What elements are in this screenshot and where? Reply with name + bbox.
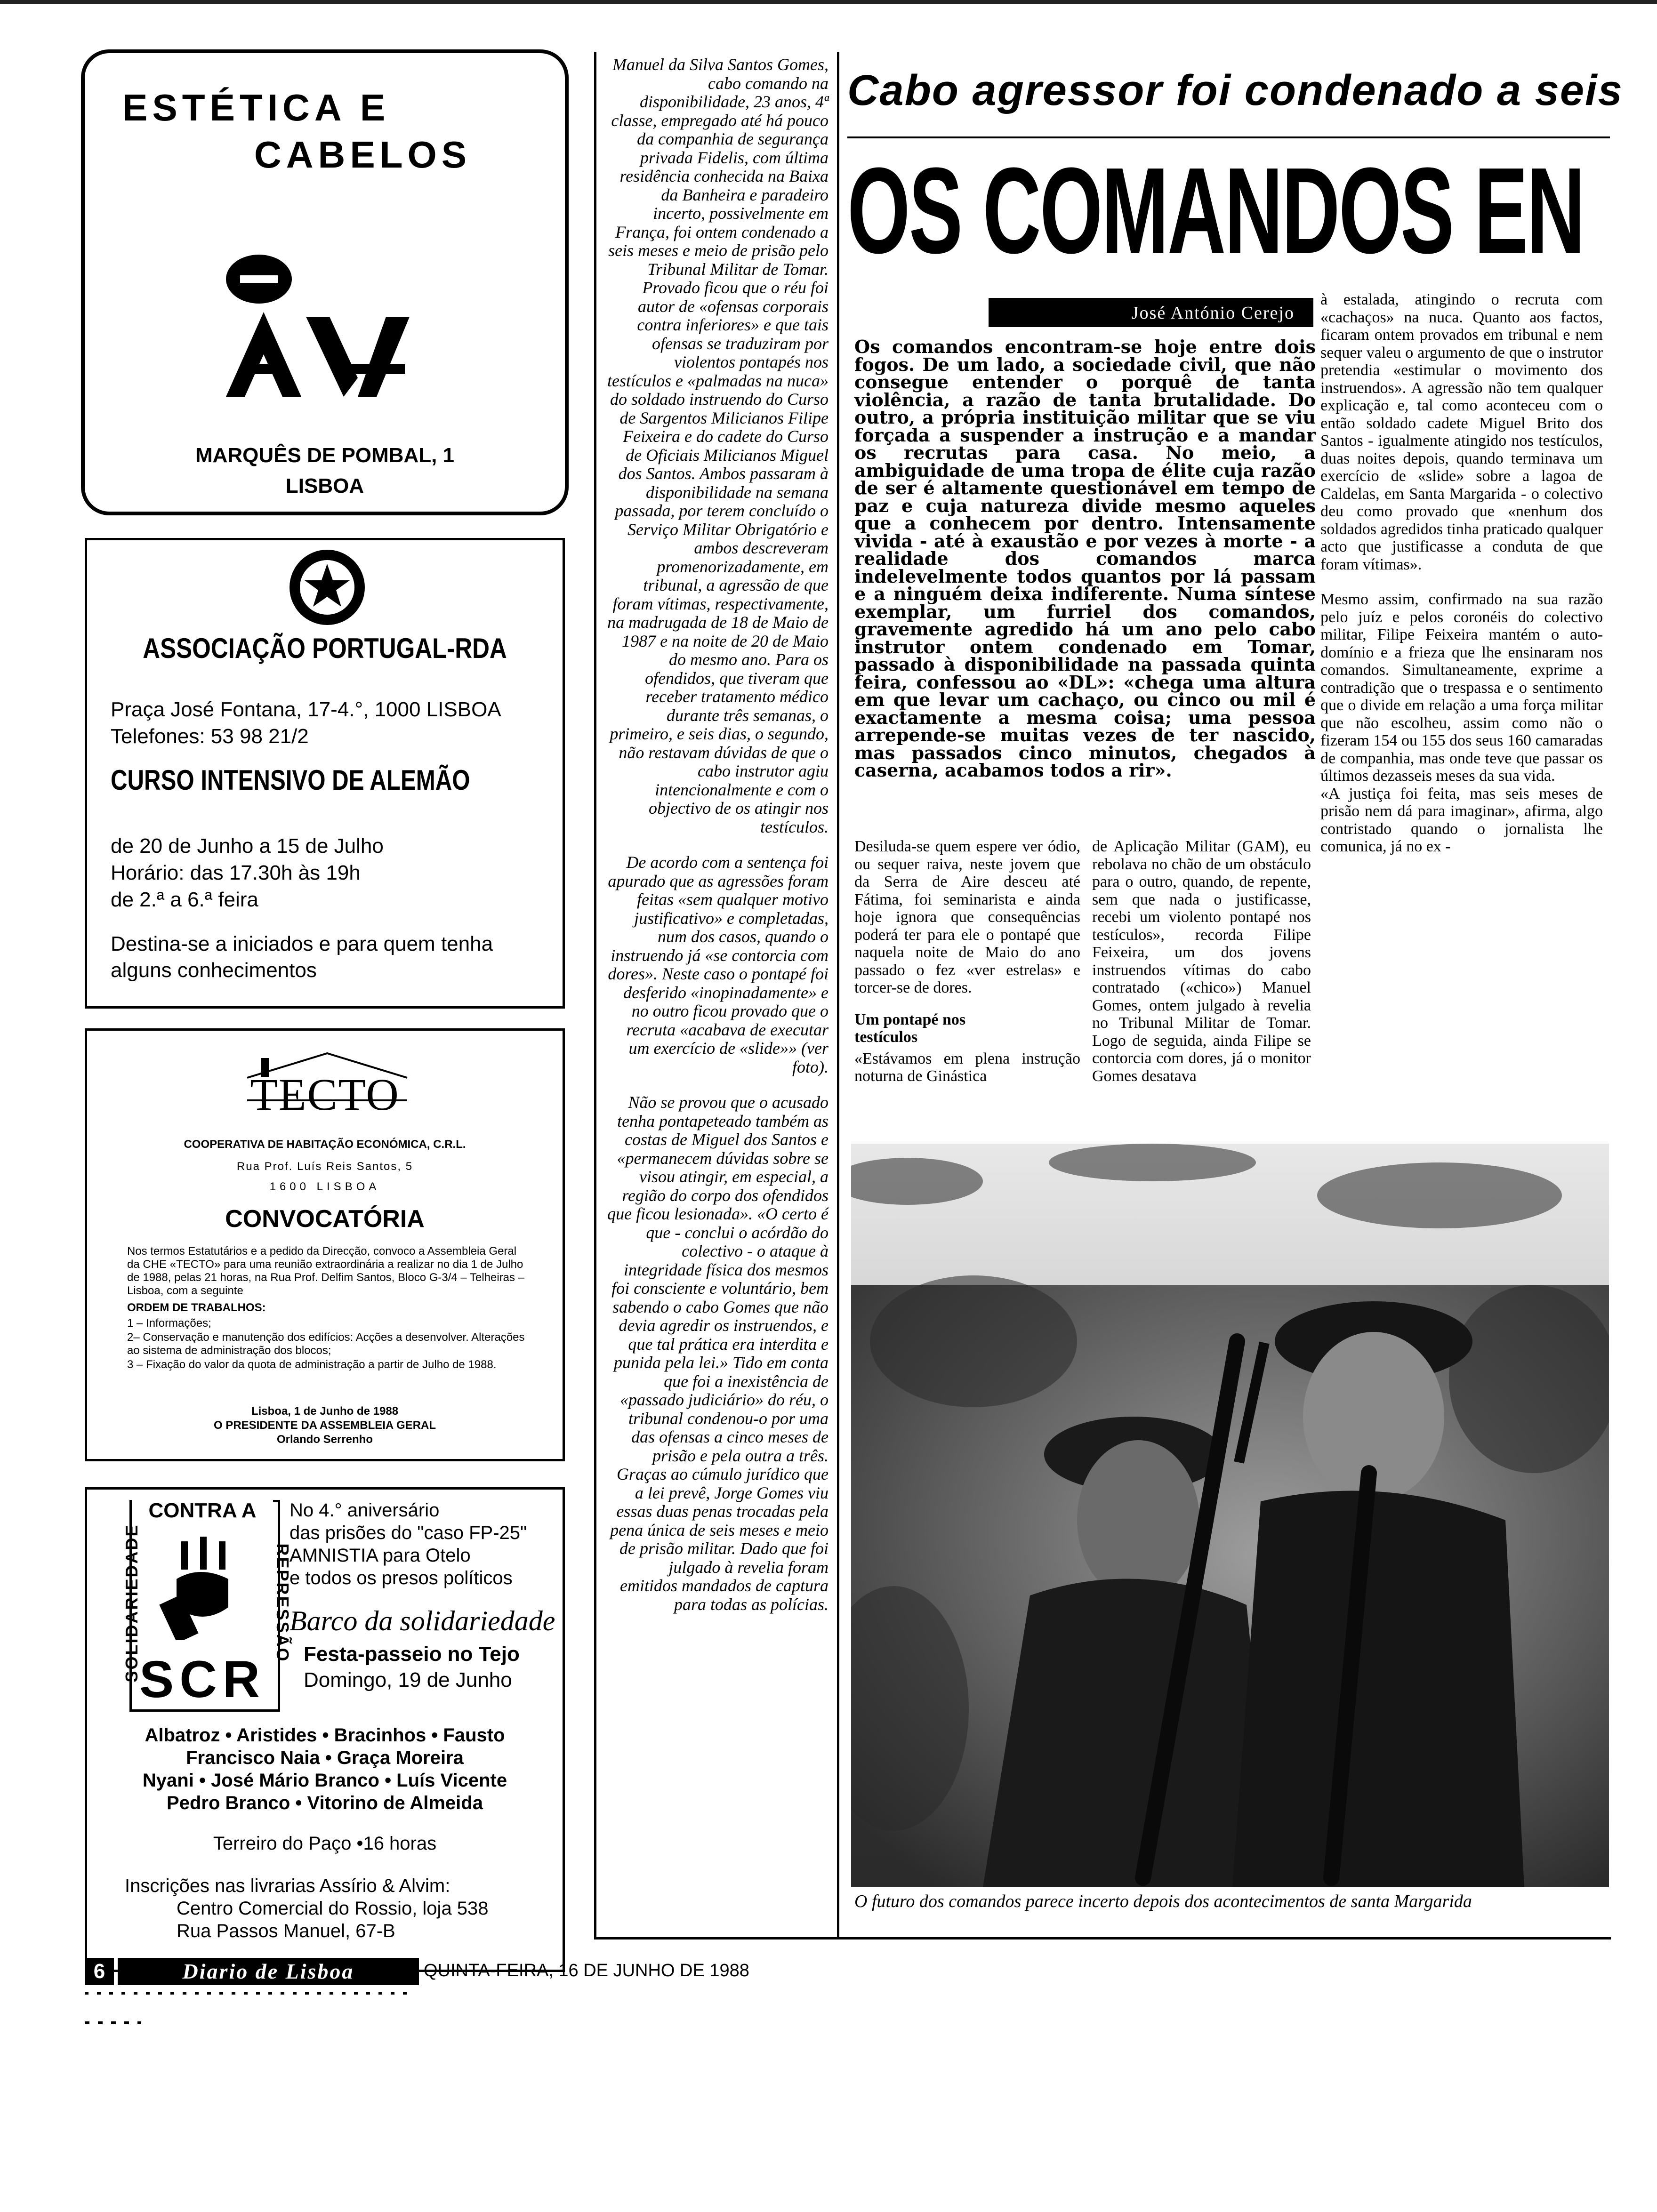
scr-frame-top: CONTRA A <box>132 1499 273 1523</box>
footer-page-number: 6 <box>93 1960 105 1983</box>
col-b-paragraph: de Aplicação Militar (GAM), eu rebolava no chão de um obstáculo para o outro, quando, de repente, sem que nada o justificasse, recebi um violento pontapé nos testículos», recorda Filipe Feixeira, um dos jovens instruendos vítimas do cabo contratado («chico») Manuel Gomes, ontem julgado à revelia no Tribunal Militar de Tomar. Logo de seguida, ainda Filipe se contorcia com dores, já o monitor Gomes desatava <box>1092 838 1311 1085</box>
scr-anniv3: AMNISTIA para Otelo <box>290 1545 471 1566</box>
scr-date: Domingo, 19 de Junho <box>304 1668 512 1691</box>
tecto-agenda-1: 1 – Informações; <box>127 1317 211 1330</box>
top-rule <box>0 0 1657 4</box>
scr-festa: Festa-passeio no Tejo <box>304 1643 520 1666</box>
scr-logo: SCR <box>139 1651 266 1708</box>
associacao-dates: de 20 de Junho a 15 de Julho <box>111 834 384 858</box>
footer-paper-box <box>118 1958 419 1985</box>
associacao-audience: Destina-se a iniciados e para quem tenha alguns conhecimentos <box>111 932 493 982</box>
tecto-street: Rua Prof. Luís Reis Santos, 5 <box>236 1160 413 1173</box>
scr-anniv1: No 4.° aniversário <box>290 1500 440 1521</box>
sidebar-paragraph-3: Não se provou que o acusado tenha pontapeteado também as costas de Miguel dos Santos e «permanecem dúvidas sobre se visou atingir, em especial, a região do corpo dos ofendidos que ficou lesionada». «O certo é que - conclui o acórdão do colectivo - o ataque à integridade física dos mesmos foi consciente e voluntário, bem sabendo o cabo Gomes que não devia agredir os instruendos, e que tal prática era interdita e punida pela lei.» Tido em conta que foi a inexistência de «passado judiciário» do réu, o tribunal condenou-o por uma das ofensas a cinco meses de prisão e pela outra a três. Graças ao cúmulo jurídico que a lei prevê, Jorge Gomes viu essas duas penas trocadas pela pena única de seis meses e meio de prisão militar. Dado que foi julgado à revelia foram emitidos mandados de captura para todas as polícias. <box>607 1093 828 1614</box>
article-column-b <box>1092 838 1311 1085</box>
tecto-agenda-2: 2– Conservação e manutenção dos edifícios: Acções a desenvolver. Alterações ao sistema de administração dos blocos; <box>127 1331 525 1357</box>
article-byline: José António Cerejo <box>1131 303 1295 323</box>
associacao-title: ASSOCIAÇÃO PORTUGAL-RDA <box>143 633 507 664</box>
ad-estetica <box>81 49 569 515</box>
sidebar-paragraph-1: Manuel da Silva Santos Gomes, cabo comando na disponibilidade, 23 anos, 4ª classe, empregado até há pouco da companhia de segurança privada Fidelis, com última residência conhecida na Baixa da Banheira e paradeiro incerto, possivelmente em França, foi ontem condenado a seis meses e meio de prisão pelo Tribunal Militar de Tomar. Provado ficou que o réu foi autor de «ofensas corporais contra inferiores» e que tais ofensas se traduziram por violentos pontapés nos testículos e «palmadas na nuca» do soldado instruendo do Curso de Sargentos Milicianos Filipe Feixeira e do cadete do Curso de Oficiais Milicianos Miguel dos Santos. Ambos passaram à disponibilidade na semana passada, por terem concluído o Serviço Militar Obrigatório e ambos descreveram promenorizadamente, em tribunal, a agressão de que foram vítimas, respectivamente, na madrugada de 18 de Maio de 1987 e na noite de 20 de Maio do mesmo ano. Para os ofendidos, que tiveram que receber tratamento médico durante três semanas, o primeiro, e seis dias, o segundo, não restavam dúvidas de que o cabo instrutor agiu intencionalmente e com o objectivo de os atingir nos testículos. <box>607 55 828 836</box>
col-a-subhead: Um pontapé nos testículos <box>854 1010 966 1046</box>
scr-inscr3: Rua Passos Manuel, 67-B <box>177 1921 395 1941</box>
tecto-sign-date: Lisboa, 1 de Junho de 1988 <box>251 1405 399 1418</box>
scr-artists-4: Pedro Branco • Vitorino de Almeida <box>167 1793 483 1813</box>
scr-artists-1: Albatroz • Aristides • Bracinhos • Fausto <box>145 1725 505 1746</box>
scr-inscr1: Inscrições nas livrarias Assírio & Alvim: <box>125 1875 450 1896</box>
estetica-line1: ESTÉTICA E <box>122 87 390 128</box>
col-c-paragraph-2: Mesmo assim, confirmado na sua razão pelo juíz e pelos coronéis do colectivo militar, Filipe Feixeira mantém o auto-domínio e a frieza que lhe ensinaram nos comandos. Simultaneamente, exprime a contradição que o trespassa e o sentimento que o divide em relação a uma força militar que não escolheu, assim como não o fizeram 154 ou 155 dos seus 160 camaradas de companhia, mas onde teve que passar os últimos dezasseis meses da sua vida. <box>1320 591 1603 785</box>
tecto-city: 1600 LISBOA <box>269 1180 380 1193</box>
fist-icon <box>158 1527 247 1640</box>
estetica-address2: LISBOA <box>285 474 364 497</box>
footer-dots-2 <box>85 2021 141 2024</box>
footer-paper-name: Diario de Lisboa <box>182 1959 354 1983</box>
associacao-address: Praça José Fontana, 17-4.°, 1000 LISBOA <box>111 698 501 721</box>
associacao-course-title: CURSO INTENSIVO DE ALEMÃO <box>111 764 470 796</box>
sidebar-paragraph-2: De acordo com a sentença foi apurado que as agressões foram feitas «sem qualquer motivo justificativo» e completadas, num dos casos, quando o instruendo já «se contorcia com dores». Neste caso o pontapé foi desferido «inopinadamente» e no outro ficou provado que o recruta «acabava de executar um exercício de «slide»» (ver foto). <box>608 853 828 1076</box>
tecto-logo: TECTO <box>250 1069 400 1120</box>
estetica-address1: MARQUÊS DE POMBAL, 1 <box>195 444 455 467</box>
col-a-paragraph-2: «Estávamos em plena instrução noturna de Ginástica <box>854 1050 1080 1085</box>
tecto-agenda-3: 3 – Fixação do valor da quota de administração a partir de Julho de 1988. <box>127 1358 497 1371</box>
sidebar-italic-column <box>607 56 828 1614</box>
article-lead <box>854 338 1316 779</box>
ad-scr <box>85 1487 565 1972</box>
article-column-c <box>1320 291 1603 856</box>
estetica-logo <box>221 246 419 401</box>
scr-place: Terreiro do Paço •16 horas <box>213 1833 437 1854</box>
tecto-sign-role: O PRESIDENTE DA ASSEMBLEIA GERAL <box>213 1419 436 1432</box>
tecto-heading: CONVOCATÓRIA <box>225 1205 425 1233</box>
col-c-paragraph-3: «A justiça foi feita, mas seis meses de prisão nem dá para imaginar», afirma, algo contristado quando o jornalista lhe comunica, já no ex - <box>1320 785 1603 855</box>
kicker-rule <box>847 136 1610 138</box>
tecto-agenda-title: ORDEM DE TRABALHOS: <box>127 1301 266 1314</box>
tecto-sign-name: Orlando Serrenho <box>276 1433 373 1446</box>
footer-dots <box>85 1992 414 1995</box>
scr-anniv2: das prisões do "caso FP-25" <box>290 1523 527 1543</box>
tecto-coop: COOPERATIVA DE HABITAÇÃO ECONÓMICA, C.R.L. <box>184 1138 466 1151</box>
scr-barco: Barco da solidariedade <box>290 1605 555 1636</box>
photo-caption: O futuro dos comandos parece incerto depois dos acontecimentos de santa Margarida <box>854 1891 1472 1911</box>
scr-frame-right: REPRESSÃO <box>273 1543 292 1663</box>
scr-inscr2: Centro Comercial do Rossio, loja 538 <box>177 1898 489 1919</box>
article-kicker: Cabo agressor foi condenado a seis <box>847 66 1623 114</box>
ad-associacao <box>85 538 565 1009</box>
associacao-hours: Horário: das 17.30h às 19h <box>111 861 361 884</box>
estetica-line2: CABELOS <box>254 134 472 176</box>
tecto-body: Nos termos Estatutários e a pedido da Direcção, convoco a Assembleia Geral da CHE «TECTO» para uma reunião extraordinária a realizar no dia 1 de Julho de 1988, pelas 21 horas, na Rua Prof. Delfim Santos, Bloco G-3/4 – Telheiras – Lisboa, com a seguinte <box>127 1245 525 1297</box>
footer-page-box <box>85 1958 114 1985</box>
article-photo <box>851 1144 1609 1887</box>
col-a-paragraph-1: Desiluda-se quem espere ver ódio, ou sequer raiva, neste jovem que da Serra de Aire desceu até Fátima, foi seminarista e ainda hoje ignora que consequências poderá ter para ele o pontapé que naquela noite de Maio do ano passado o fez «ver estrelas» e torcer-se de dores. <box>854 838 1080 996</box>
scr-artists-2: Francisco Naia • Graça Moreira <box>186 1747 464 1768</box>
col-c-paragraph-1: à estalada, atingindo o recruta com «cachaços» na nuca. Quanto aos factos, ficaram ontem provados em tribunal e nem sequer valeu o argumento de que o instrutor pretendia «estimular o movimento dos instruendos». A agressão não tem qualquer explicação e, tal como aconteceu com o então soldado cadete Miguel Brito dos Santos - igualmente atingido nos testículos, duas noites depois, quando terminava um exercício de «slide» sobre a lagoa de Caldelas, em Santa Margarida - o colectivo deu como provado que «nenhum dos soldados agredidos tinha praticado qualquer acto que justificasse a conduta de que foram vítimas». <box>1320 291 1603 573</box>
scr-artists-3: Nyani • José Mário Branco • Luís Vicente <box>142 1770 507 1791</box>
right-column-rule <box>837 52 839 1939</box>
lead-paragraph: Os comandos encontram-se hoje entre dois fogos. De um lado, a sociedade civil, que não consegue entender o porquê de tanta violência, a razão de tanta brutalidade. Do outro, a própria instituição militar que se viu forçada a suspender a instrução e a mandar os recrutas para casa. No meio, a ambiguidade de uma tropa de élite cuja razão de ser é altamente questionável em tempo de paz e cuja natureza divide mesmo aqueles que a conhecem por dentro. Intensamente vivida - até à exaustão e por vezes à morte - a realidade dos comandos marca indelevelmente todos quantos por lá passam e a ninguém deixa indiferente. Numa síntese exemplar, um furriel dos comandos, gravemente agredido há um ano pelo cabo instrutor ontem condenado em Tomar, passado à disponibilidade na passada quinta feira, confessou ao «DL»: «chega uma altura em que levar um cachaço, ou cinco ou mil é exactamente a mesma coisa; uma pessoa arrepende-se muitas vezes de ter nascido, mas passados cinco minutos, chegados à caserna, acabamos todos a rir». <box>854 336 1316 781</box>
article-column-a <box>854 838 1080 1085</box>
footer-date: QUINTA-FEIRA, 16 DE JUNHO DE 1988 <box>424 1961 749 1980</box>
associacao-phones: Telefones: 53 98 21/2 <box>111 725 309 748</box>
ad-tecto <box>85 1028 565 1461</box>
associacao-emblem-icon <box>287 547 367 627</box>
scr-frame-left: SOLIDARIEDADE <box>122 1523 141 1683</box>
left-column-rule <box>594 52 596 1939</box>
article-bottom-rule <box>594 1937 1611 1940</box>
article-headline: OS COMANDOS EN <box>847 143 1584 279</box>
byline-bar <box>989 298 1313 327</box>
scr-anniv4: e todos os presos políticos <box>290 1568 513 1588</box>
associacao-days: de 2.ª a 6.ª feira <box>111 888 258 911</box>
